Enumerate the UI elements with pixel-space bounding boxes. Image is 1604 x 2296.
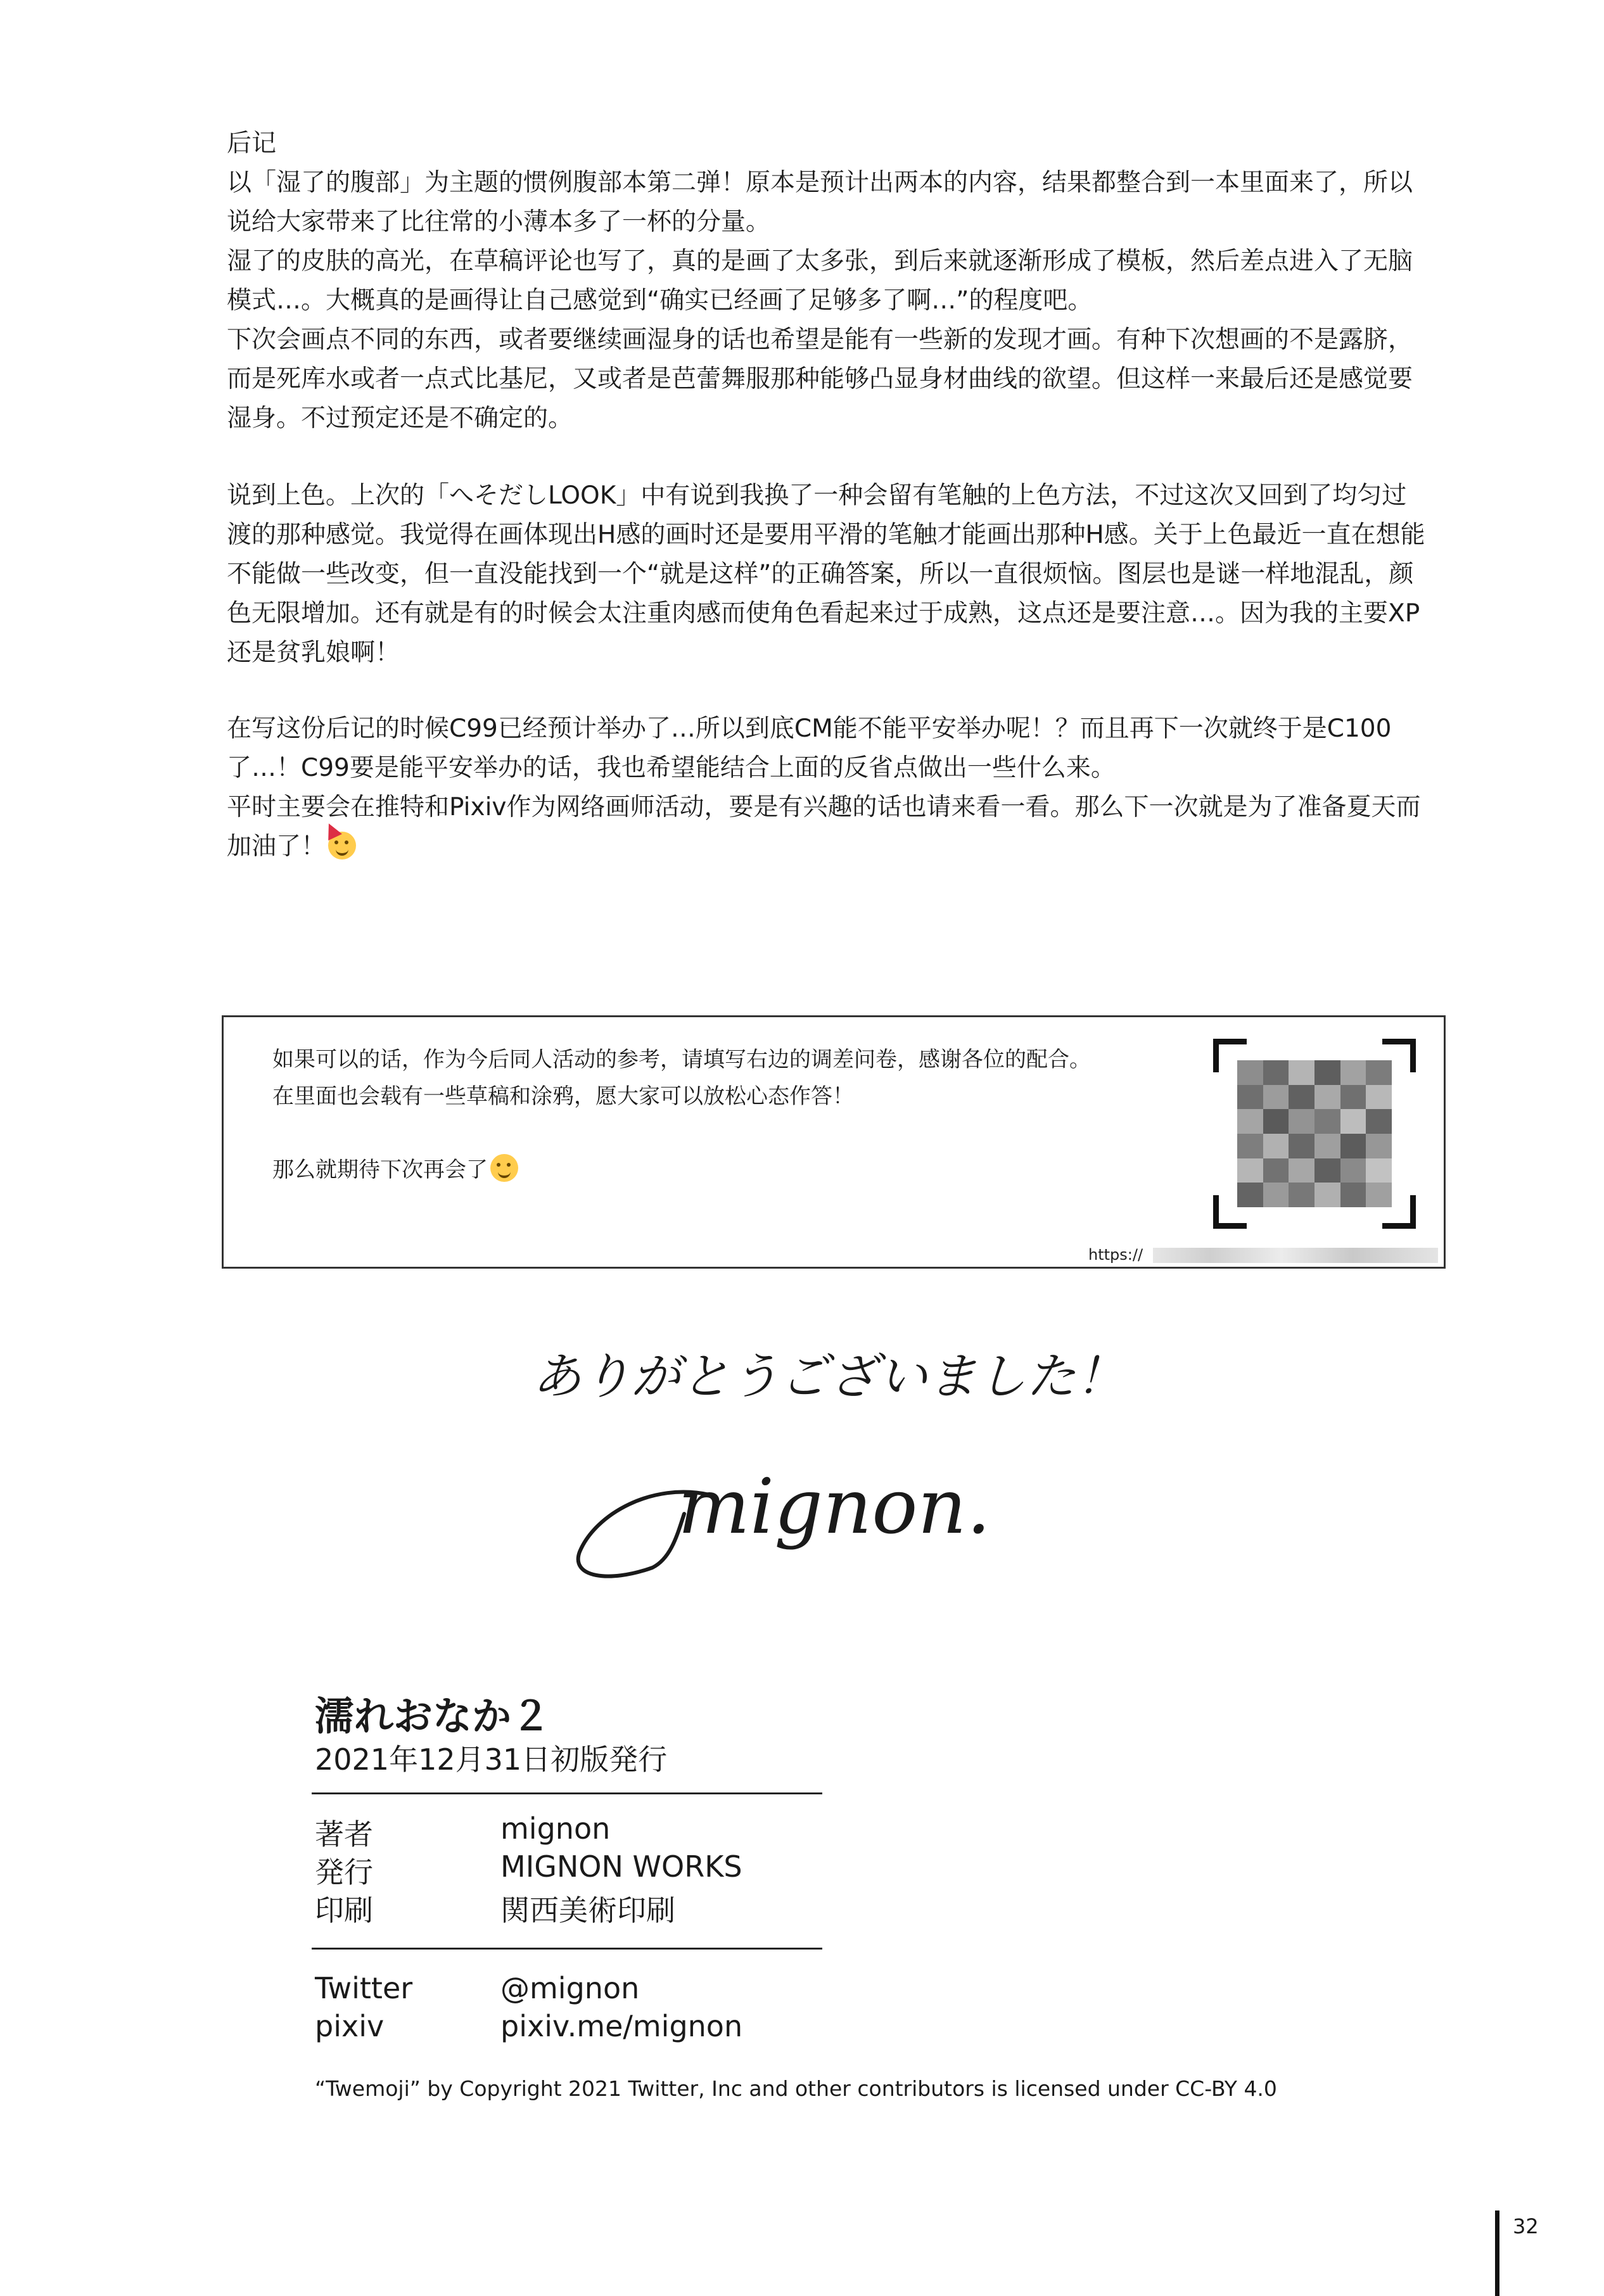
survey-line: 在里面也会载有一些草稿和涂鸦，愿大家可以放松心态作答！ bbox=[272, 1084, 854, 1109]
event-paragraph: 在写这份后记的时候C99已经预计举办了…所以到底CM能不能平安举办呢！？而且再下一次就终于是C100了…！C99要是能平安举办的话，我也希望能结合上面的反省点做出一些什么来。 bbox=[227, 714, 1392, 782]
afterword-paragraph: 以「湿了的腹部」为主题的惯例腹部本第二弹！原本是预计出两本的内容，结果都整合到一本里面来了，所以说给大家带来了比往常的小薄本多了一杯的分量。 bbox=[227, 168, 1413, 236]
winking-face-icon bbox=[490, 1154, 518, 1182]
signature-thanks: ありがとうございました！ bbox=[532, 1348, 1126, 1405]
credit-label: 印刷 bbox=[315, 1893, 373, 1927]
page-number: 32 bbox=[1513, 2214, 1539, 2238]
divider bbox=[312, 1792, 822, 1794]
link-label: pixiv bbox=[315, 2009, 385, 2043]
signature-name: mignon. bbox=[678, 1463, 991, 1551]
partying-face-icon bbox=[328, 832, 356, 859]
page-marker bbox=[1495, 2210, 1499, 2296]
survey-text bbox=[272, 1041, 1178, 1188]
coloring-paragraph: 说到上色。上次的「へそだしLOOK」中有说到我换了一种会留有笔触的上色方法，不过这次又回到了均匀过渡的那种感觉。我觉得在画体现出H感的画时还是要用平滑的笔触才能画出那种H感。关于上色最近一直在想能不能做一些改变，但一直没能找到一个“就是这样”的正确答案，所以一直很烦恼。图层也是谜一样地混乱，颜色无限增加。还有就是有的时候会太注重肉感而使角色看起来过于成熟，这点还是要注意…。因为我的主要XP还是贫乳娘啊！ bbox=[227, 481, 1425, 667]
qr-pixelated-image bbox=[1237, 1060, 1392, 1207]
qr-code[interactable] bbox=[1213, 1039, 1416, 1229]
credit-value: mignon bbox=[500, 1811, 611, 1846]
divider bbox=[312, 1948, 822, 1950]
link-label: Twitter bbox=[315, 1971, 413, 2005]
afterword-paragraph: 湿了的皮肤的高光，在草稿评论也写了，真的是画了太多张，到后来就逐渐形成了模板，然后差点进入了无脑模式…。大概真的是画得让自己感觉到“确实已经画了足够多了啊…”的程度吧。 bbox=[227, 247, 1413, 315]
pixiv-link[interactable]: pixiv.me/mignon bbox=[500, 2009, 743, 2043]
afterword-section bbox=[227, 124, 1430, 438]
afterword-paragraph: 下次会画点不同的东西，或者要继续画湿身的话也希望是能有一些新的发现才画。有种下次想画的不是露脐，而是死库水或者一点式比基尼，又或者是芭蕾舞服那种能够凸显身材曲线的欲望。但这样一来最后还是感觉要湿身。不过预定还是不确定的。 bbox=[227, 326, 1413, 433]
credit-value: 関西美術印刷 bbox=[500, 1893, 675, 1927]
event-paragraph: 平时主要会在推特和Pixiv作为网络画师活动，要是有兴趣的话也请来看一看。那么下一次就是为了准备夏天而加油了！ bbox=[227, 793, 1421, 861]
survey-url[interactable]: https:// bbox=[1088, 1246, 1143, 1264]
afterword-heading: 后记 bbox=[227, 129, 277, 158]
twemoji-license: “Twemoji” by Copyright 2021 Twitter, Inc and other contributors is licensed under CC-BY 4.0 bbox=[315, 2076, 1277, 2101]
twitter-handle[interactable]: @mignon bbox=[500, 1971, 640, 2005]
handwritten-signature bbox=[519, 1324, 1242, 1596]
event-section bbox=[227, 709, 1430, 866]
credit-label: 著者 bbox=[315, 1817, 373, 1851]
survey-url-blurred bbox=[1153, 1248, 1438, 1263]
coloring-section bbox=[227, 476, 1430, 673]
credit-value: MIGNON WORKS bbox=[500, 1849, 742, 1884]
credit-label: 発行 bbox=[315, 1855, 373, 1889]
survey-line: 如果可以的话，作为今后同人活动的参考，请填写右边的调差问卷，感谢各位的配合。 bbox=[272, 1047, 1091, 1072]
survey-closing: 那么就期待下次再会了 bbox=[272, 1151, 1178, 1188]
publication-date: 2021年12月31日初版発行 bbox=[315, 1742, 668, 1777]
book-title: 濡れおなか２ bbox=[315, 1693, 551, 1739]
